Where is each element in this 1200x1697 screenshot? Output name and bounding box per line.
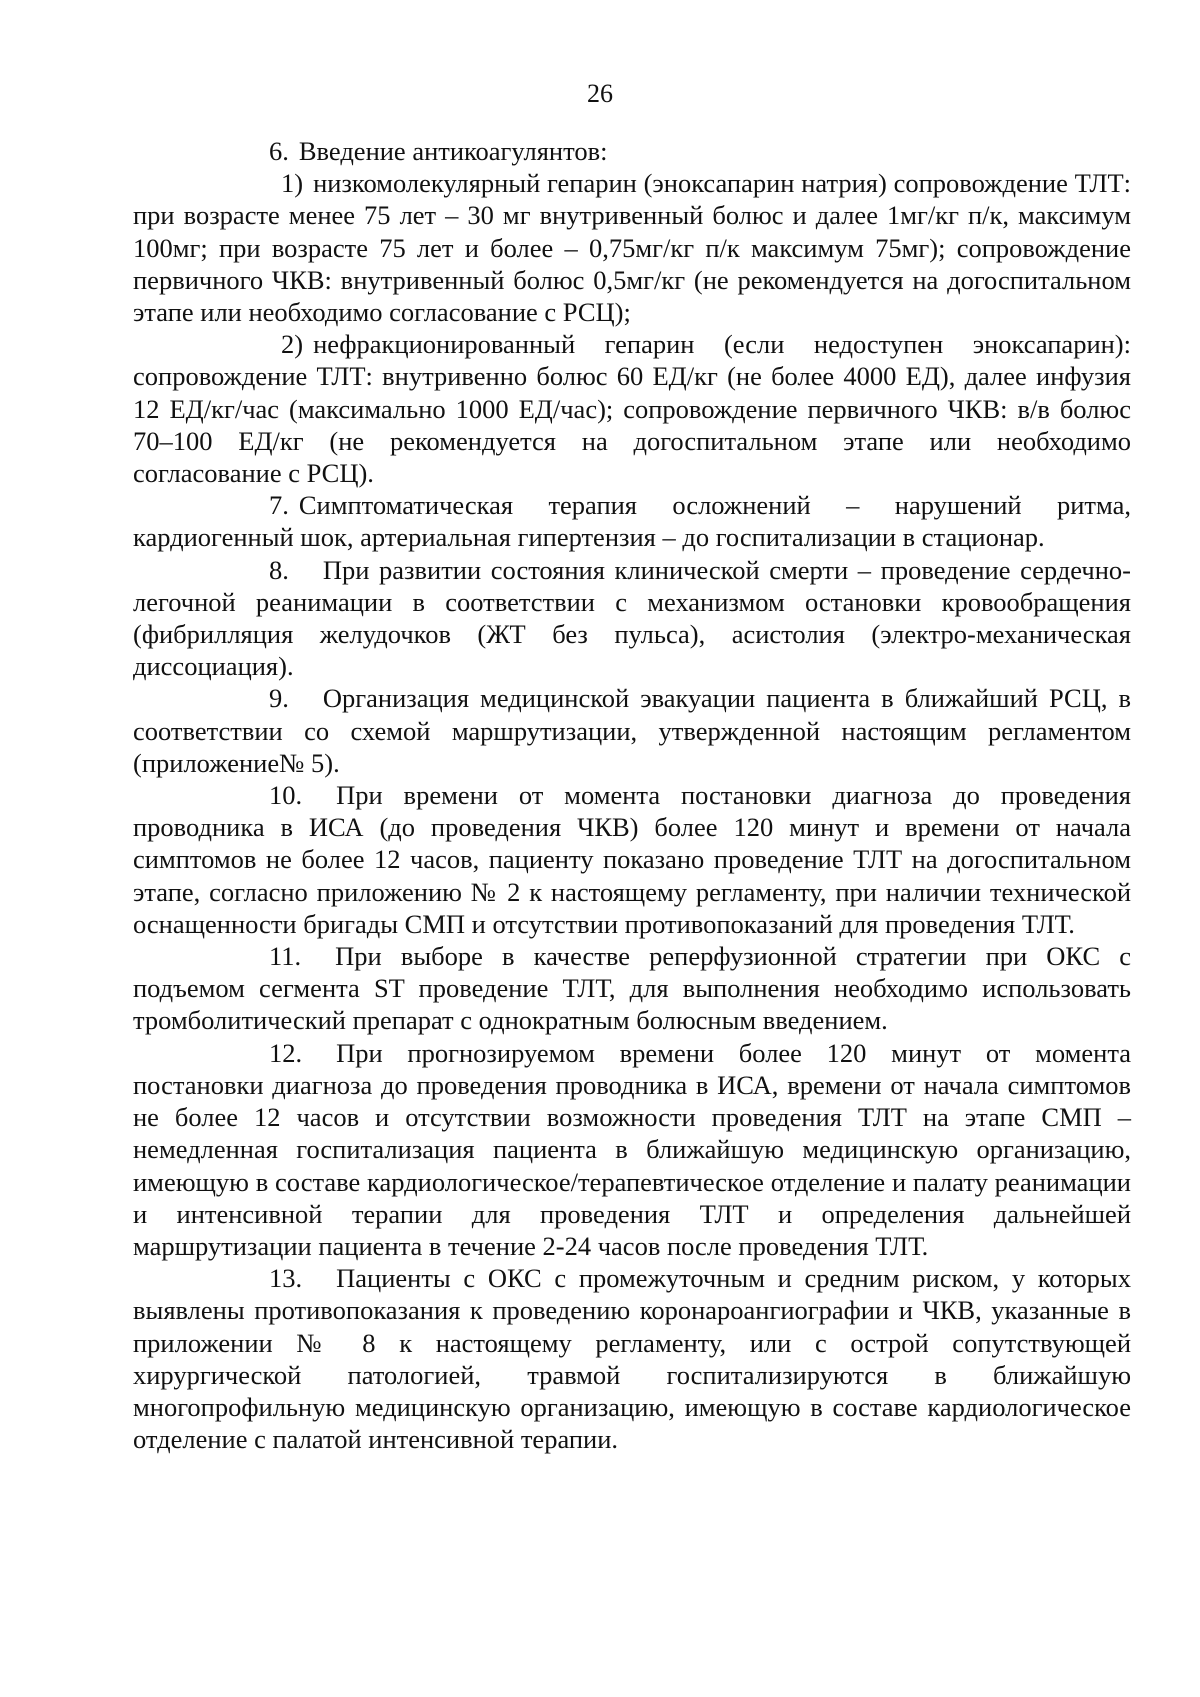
item-text: низкомолекулярный гепарин (эноксапарин натрия) сопровождение ТЛТ: при возрасте менее 75 лет – 30 мг внутривенный болюс и далее 1мг/кг п/к, максимум 100мг; при возрасте 75 лет и более – 0,75мг/кг п/к максимум 75мг); сопровождение первичного ЧКВ: внутривенный болюс 0,5мг/кг (не рекомендуется на догоспитальном этапе или необходимо согласование с РСЦ);	[133, 168, 1131, 328]
item-text: Пациенты с ОКС с промежуточным и средним риском, у которых выявлены противопоказания к проведению коронароангиографии и ЧКВ, указанные в приложении № 8 к настоящему регламенту, или с острой сопутствующей хирургической патологией, травмой госпитализируются в ближайшую многопрофильную медицинскую организацию, имеющую в составе кардиологическое отделение с палатой интенсивной терапии.	[133, 1263, 1131, 1455]
item-number: 12.	[269, 1037, 303, 1068]
item-text: Организация медицинской эвакуации пациента в ближайший РСЦ, в соответствии со схемой маршрутизации, утвержденной настоящим регламентом (приложение№ 5).	[133, 683, 1131, 778]
page-number: 26	[587, 79, 613, 108]
item-number: 10.	[269, 780, 303, 811]
item-text: При развитии состояния клинической смерти – проведение сердечно-легочной реанимации в соответствии с механизмом остановки кровообращения (фибрилляция желудочков (ЖТ без пульса), асистолия (электро-механическая диссоциация).	[133, 554, 1131, 682]
item-text: При прогнозируемом времени более 120 минут от момента постановки диагноза до проведения проводника в ИСА, времени от начала симптомов не более 12 часов и отсутствии возможности проведения ТЛТ на этапе СМП – немедленная госпитализация пациента в ближайшую медицинскую организацию, имеющую в составе кардиологическое/терапевтическое отделение и палату реанимации и интенсивной терапии для проведения ТЛТ и определения дальнейшей маршрутизации пациента в течение 2-24 часов после проведения ТЛТ.	[133, 1037, 1131, 1261]
item-text: При выборе в качестве реперфузионной стратегии при ОКС с подъемом сегмента ST проведение ТЛТ, для выполнения необходимо использовать тромболитический препарат с однократным болюсным введением.	[133, 941, 1131, 1036]
item-text: При времени от момента постановки диагноза до проведения проводника в ИСА (до проведения ЧКВ) более 120 минут и времени от начала симптомов не более 12 часов, пациенту показано проведение ТЛТ на догоспитальном этапе, согласно приложению № 2 к настоящему регламенту, при наличии технической оснащенности бригады СМП и отсутствии противопоказаний для проведения ТЛТ.	[133, 780, 1131, 939]
item-number: 9.	[269, 683, 289, 714]
item-11-paragraph	[133, 940, 1131, 1037]
item-6-1-paragraph	[133, 167, 1131, 328]
document-body	[133, 135, 1131, 1455]
item-number: 7.	[269, 490, 289, 521]
item-6-2-paragraph	[133, 328, 1131, 489]
item-number: 13.	[269, 1263, 303, 1294]
item-10-paragraph	[133, 779, 1131, 940]
item-13-paragraph	[133, 1262, 1131, 1455]
item-9-paragraph	[133, 682, 1131, 779]
item-6-paragraph	[133, 135, 1131, 167]
item-number: 8.	[269, 554, 289, 585]
item-text: Симптоматическая терапия осложнений – нарушений ритма, кардиогенный шок, артериальная гипертензия – до госпитализации в стационар.	[133, 490, 1131, 553]
item-text: нефракционированный гепарин (если недоступен эноксапарин): сопровождение ТЛТ: внутривенно болюс 60 ЕД/кг (не более 4000 ЕД), далее инфузия 12 ЕД/кг/час (максимально 1000 ЕД/час); сопровождение первичного ЧКВ: в/в болюс 70–100 ЕД/кг (не рекомендуется на догоспитальном этапе или необходимо согласование с РСЦ).	[133, 329, 1131, 489]
item-number: 11.	[269, 941, 302, 972]
item-number: 1)	[281, 168, 304, 199]
item-7-paragraph	[133, 489, 1131, 553]
item-number: 2)	[281, 329, 304, 360]
item-8-paragraph	[133, 554, 1131, 683]
item-text: Введение антикоагулянтов:	[298, 136, 608, 166]
item-number: 6.	[269, 136, 289, 166]
item-12-paragraph	[133, 1037, 1131, 1262]
